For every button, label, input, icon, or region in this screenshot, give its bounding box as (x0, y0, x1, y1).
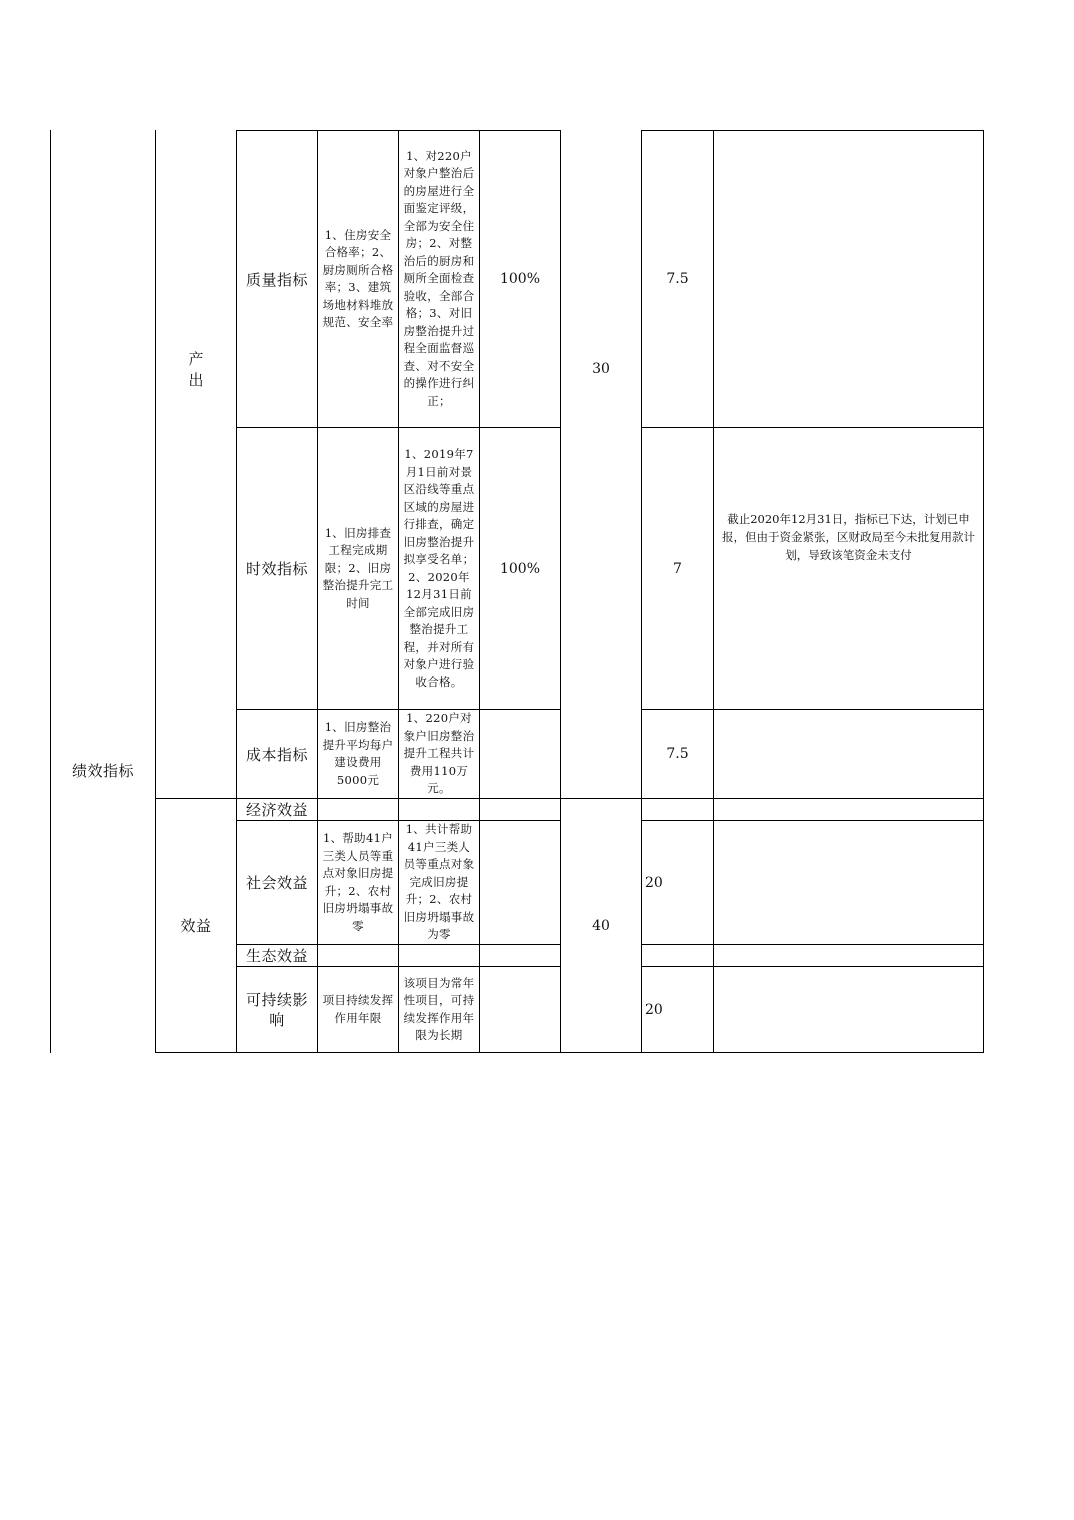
target-quality: 1、对220户对象户整治后的房屋进行全面鉴定评级，全部为安全住房；2、对整治后的厨房和厕所全面检查验收，全部合格；3、对旧房整治提升过程全面监督巡查、对不安全的操作进行纠正； (403, 148, 475, 408)
content-economic (318, 799, 398, 820)
completion-quality: 100% (499, 271, 541, 287)
weight-output: 30 (592, 361, 610, 377)
table-border-right (983, 130, 984, 1053)
indicator-quality: 质量指标 (245, 270, 308, 289)
target-economic (399, 799, 479, 820)
score-ecological (642, 945, 713, 966)
completion-ecological (480, 945, 560, 966)
content-sustainability: 项目持续发挥作用年限 (322, 993, 394, 1025)
note-ecological (714, 945, 983, 966)
score-social: 20 (645, 874, 663, 891)
level1-output-label: 产 出 (188, 350, 224, 389)
level1-benefit-label: 效益 (180, 917, 212, 935)
indicator-cost: 成本指标 (245, 745, 308, 764)
completion-economic (480, 799, 560, 820)
note-economic (714, 799, 983, 820)
content-ecological (318, 945, 398, 966)
completion-sustainability (480, 967, 560, 1052)
score-cost: 7.5 (666, 746, 689, 762)
note-cost (714, 710, 983, 798)
group-label-performance-indicators: 绩效指标 (71, 761, 134, 780)
content-quality: 1、住房安全合格率；2、厨房厕所合格率；3、建筑场地材料堆放规范、安全率 (322, 227, 394, 329)
indicator-economic: 经济效益 (245, 801, 308, 819)
indicator-sustainability: 可持续影响 (245, 990, 308, 1029)
content-timeliness: 1、旧房排查工程完成期限；2、旧房整治提升完工时间 (322, 525, 394, 610)
content-cost: 1、旧房整治提升平均每户建设费用5000元 (322, 720, 394, 787)
target-cost: 1、220户对象户旧房整治提升工程共计费用110万元。 (403, 711, 475, 796)
content-social: 1、帮助41户三类人员等重点对象旧房提升；2、农村旧房坍塌事故零 (322, 831, 394, 933)
note-quality (714, 131, 983, 427)
indicator-social: 社会效益 (245, 874, 308, 892)
target-ecological (399, 945, 479, 966)
table-border-left (50, 130, 51, 1053)
target-sustainability: 该项目为常年性项目，可持续发挥作用年限为长期 (403, 975, 475, 1042)
note-timeliness: 截止2020年12月31日，指标已下达，计划已申报，但由于资金紧张，区财政局至今未批复用款计划，导致该笔资金未支付 (722, 512, 975, 562)
target-social: 1、共计帮助41户三类人员等重点对象完成旧房提升；2、农村旧房坍塌事故为零 (403, 822, 475, 942)
weight-benefit: 40 (592, 917, 610, 934)
indicator-ecological: 生态效益 (245, 947, 308, 965)
indicator-timeliness: 时效指标 (245, 560, 308, 578)
score-timeliness: 7 (673, 560, 682, 577)
completion-timeliness: 100% (499, 560, 541, 577)
score-sustainability: 20 (645, 1001, 663, 1018)
completion-cost (480, 710, 560, 798)
table-border-bottom (155, 1052, 984, 1053)
completion-social (480, 821, 560, 944)
target-timeliness: 1、2019年7月1日前对景区沿线等重点区域的房屋进行排查，确定旧房整治提升拟享受名单；2、2020年12月31日前全部完成旧房整治提升工程，并对所有对象户进行验收合格。 (403, 447, 475, 689)
score-quality: 7.5 (666, 271, 689, 287)
score-economic (642, 799, 713, 820)
note-sustainability (714, 967, 983, 1052)
note-social (714, 821, 983, 944)
